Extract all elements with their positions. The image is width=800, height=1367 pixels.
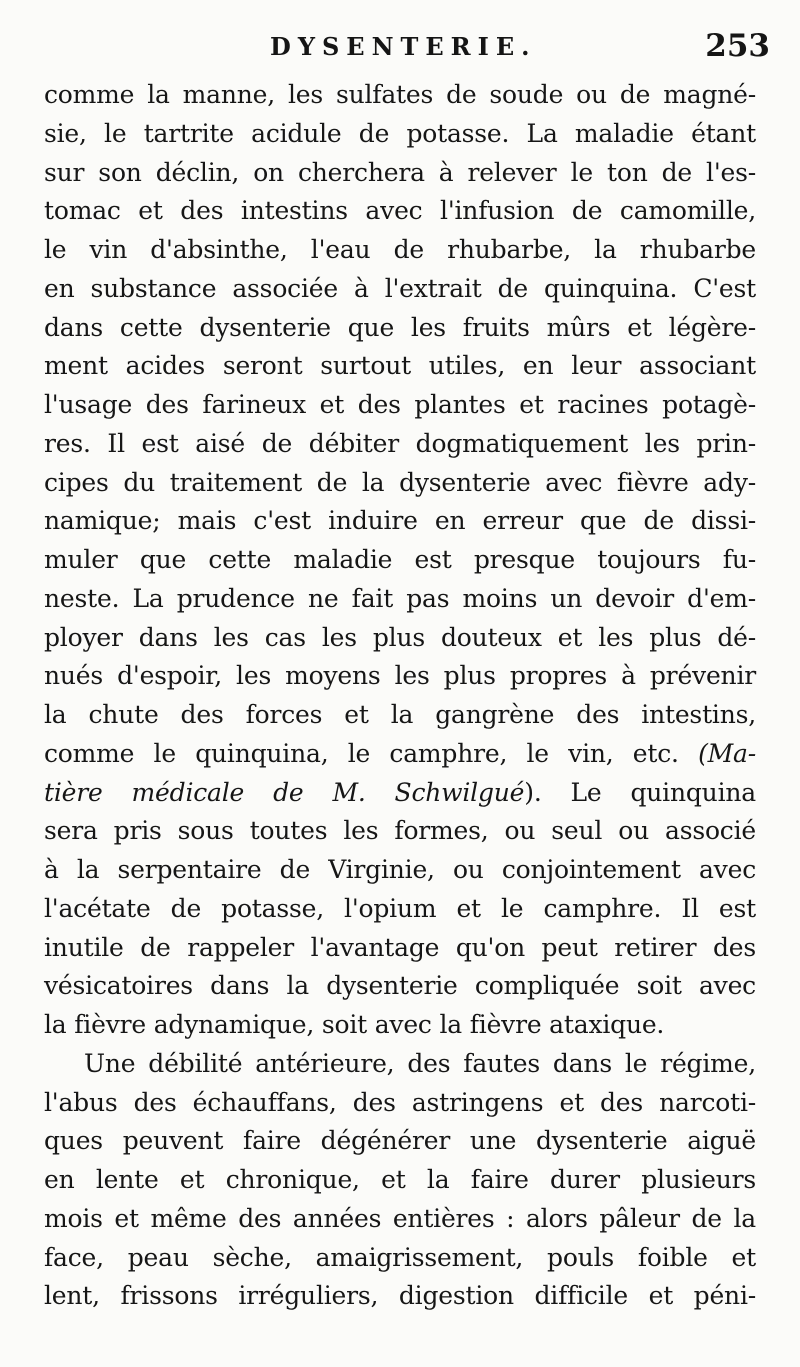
text-line: ques peuvent faire dégénérer une dysenterie aiguë: [44, 1126, 756, 1156]
text-line: l'usage des farineux et des plantes et racines potagè-: [44, 390, 756, 419]
text-line: l'abus des échauffans, des astringens et des narcoti-: [44, 1087, 756, 1117]
text-line: la fièvre adynamique, soit avec la fièvre ataxique.: [44, 1010, 665, 1039]
text-line: à la serpentaire de Virginie, ou conjointement avec: [44, 855, 756, 884]
running-title: DYSENTERIE.: [270, 32, 537, 61]
text-line: Une débilité antérieure, des fautes dans le régime,: [84, 1048, 756, 1078]
italic-citation: tière médicale de M. Schwilgué: [44, 777, 525, 807]
text-line: sera pris sous toutes les formes, ou seul ou associé: [44, 816, 756, 846]
text-line: ment acides seront surtout utiles, en leur associant: [44, 351, 756, 381]
text-line: mois et même des années entières : alors pâleur de la: [44, 1203, 756, 1233]
text-line: le vin d'absinthe, l'eau de rhubarbe, la rhubarbe: [44, 235, 756, 264]
page-header: [0, 28, 800, 72]
text-line: sur son déclin, on cherchera à relever le ton de l'es-: [44, 157, 756, 187]
page-number: 253: [705, 28, 770, 64]
text-line: namique; mais c'est induire en erreur que de dissi-: [44, 506, 756, 536]
text-line: sie, le tartrite acidule de potasse. La maladie étant: [44, 118, 756, 148]
text-line: ployer dans les cas les plus douteux et les plus dé-: [44, 622, 756, 652]
text-line: la chute des forces et la gangrène des intestins,: [44, 700, 756, 729]
text-line: tomac et des intestins avec l'infusion de camomille,: [44, 196, 756, 226]
text-line: res. Il est aisé de débiter dogmatiquement les prin-: [44, 428, 756, 458]
text-segment: ). Le quinquina: [524, 777, 756, 807]
text-line: neste. La prudence ne fait pas moins un devoir d'em-: [44, 583, 756, 613]
text-line: lent, frissons irréguliers, digestion difficile et péni-: [44, 1281, 756, 1311]
text-line: [44, 774, 756, 813]
text-line: [44, 735, 756, 774]
text-line: en substance associée à l'extrait de quinquina. C'est: [44, 273, 756, 303]
text-line: dans cette dysenterie que les fruits mûrs et légère-: [44, 312, 756, 342]
text-line: comme la manne, les sulfates de soude ou de magné-: [44, 80, 756, 109]
text-line: face, peau sèche, amaigrissement, pouls foible et: [44, 1242, 756, 1272]
text-line: cipes du traitement de la dysenterie avec fièvre ady-: [44, 467, 756, 497]
italic-citation-start: (Ma-: [698, 738, 756, 768]
text-line: en lente et chronique, et la faire durer plusieurs: [44, 1165, 756, 1194]
body-text: [44, 76, 756, 1316]
text-line: muler que cette maladie est presque toujours fu-: [44, 545, 756, 574]
text-line: l'acétate de potasse, l'opium et le camphre. Il est: [44, 893, 756, 923]
text-line: nués d'espoir, les moyens les plus propres à prévenir: [44, 661, 756, 691]
text-line: vésicatoires dans la dysenterie compliquée soit avec: [44, 971, 756, 1001]
text-segment: comme le quinquina, le camphre, le vin, etc.: [44, 738, 679, 768]
text-line: inutile de rappeler l'avantage qu'on peut retirer des: [44, 932, 756, 962]
